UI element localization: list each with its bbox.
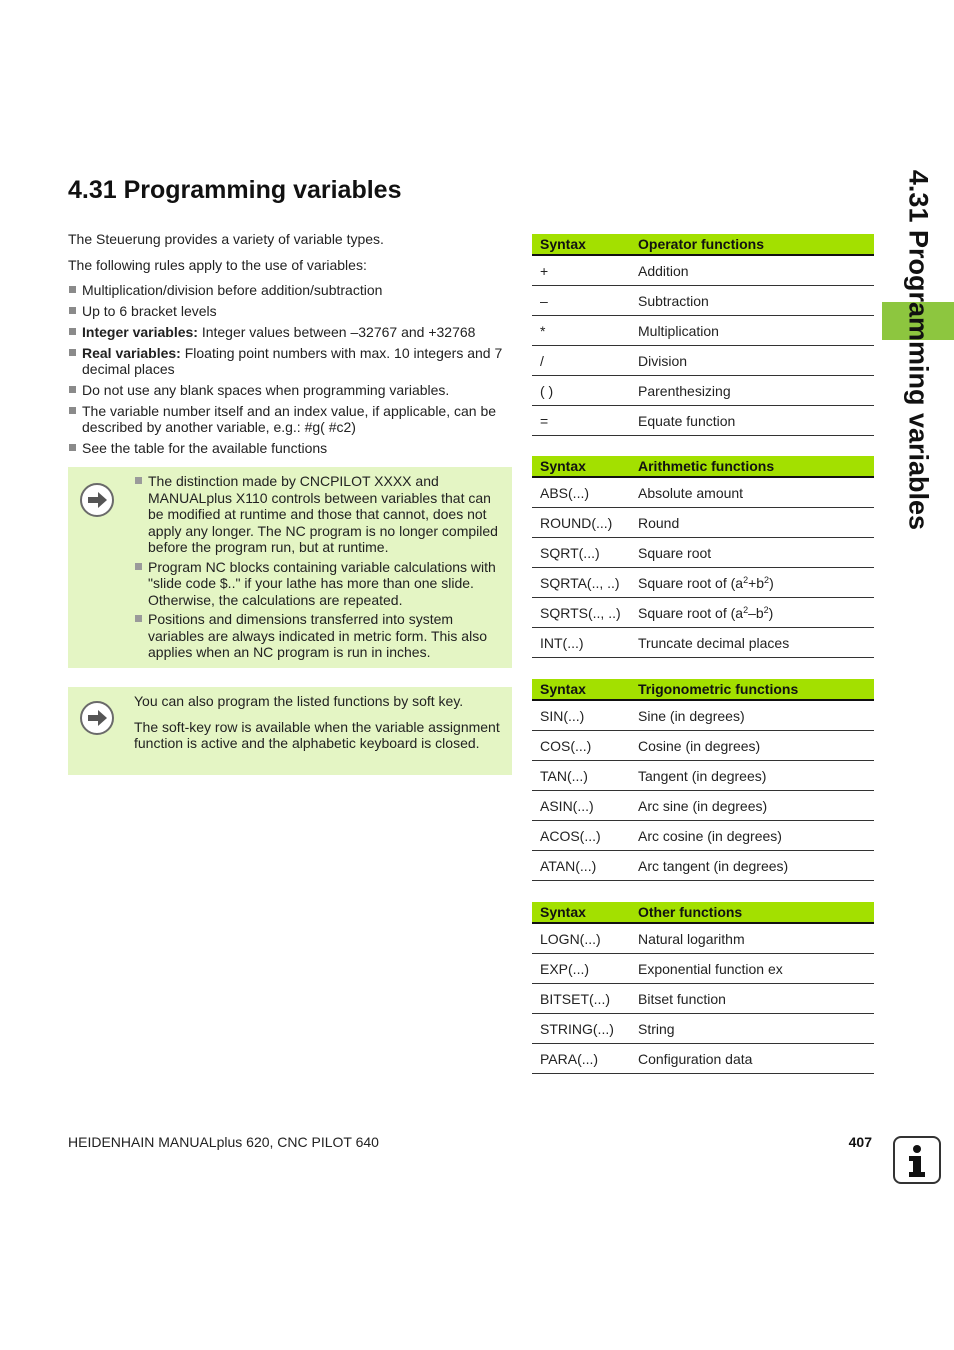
bullet-icon <box>135 477 142 484</box>
note-text: The soft-key row is available when the variable assignment function is active and the alphabetic keyboard is closed. <box>134 719 500 751</box>
table-row: – Subtraction <box>532 286 874 316</box>
table-row: LOGN(...) Natural logarithm <box>532 923 874 954</box>
other-functions-table <box>532 902 874 1074</box>
note-list <box>134 473 500 664</box>
arithmetic-functions-table <box>532 456 874 658</box>
column-header: Syntax <box>532 902 630 923</box>
table-row: ABS(...) Absolute amount <box>532 477 874 508</box>
table-row: = Equate function <box>532 406 874 436</box>
table-row: ( ) Parenthesizing <box>532 376 874 406</box>
table-header <box>532 234 874 255</box>
column-header: Syntax <box>532 234 630 255</box>
table-row: ASIN(...) Arc sine (in degrees) <box>532 791 874 821</box>
page-title: 4.31 Programming variables <box>68 176 402 204</box>
note-text: You can also program the listed functions by soft key. <box>134 693 464 709</box>
table-row: INT(...) Truncate decimal places <box>532 628 874 658</box>
column-header: Syntax <box>532 456 630 477</box>
table-row: + Addition <box>532 255 874 286</box>
table-row: / Division <box>532 346 874 376</box>
bullet-icon <box>69 286 76 293</box>
bullet-icon <box>69 349 76 356</box>
bullet-icon <box>69 307 76 314</box>
list-item: Real variables: Floating point numbers with max. 10 integers and 7 decimal places <box>68 345 518 377</box>
list-item: The variable number itself and an index value, if applicable, can be described by another variable, e.g.: #g( #c2) <box>68 403 518 435</box>
list-item: See the table for the available functions <box>68 440 518 456</box>
bullet-icon <box>69 407 76 414</box>
rules-list <box>68 282 518 461</box>
table-row: ROUND(...) Round <box>532 508 874 538</box>
column-header: Other functions <box>630 902 874 923</box>
table-row: * Multiplication <box>532 316 874 346</box>
bullet-icon <box>135 563 142 570</box>
table-row: EXP(...) Exponential function ex <box>532 954 874 984</box>
rules-intro-text: The following rules apply to the use of variables: <box>68 257 367 273</box>
bullet-icon <box>69 444 76 451</box>
table-row: BITSET(...) Bitset function <box>532 984 874 1014</box>
intro-text: The Steuerung provides a variety of variable types. <box>68 231 384 247</box>
table-row: COS(...) Cosine (in degrees) <box>532 731 874 761</box>
column-header: Trigonometric functions <box>630 679 874 700</box>
table-row: SQRT(...) Square root <box>532 538 874 568</box>
arrow-right-icon <box>80 483 114 517</box>
table-header <box>532 902 874 923</box>
table-row: SQRTA(.., ..) Square root of $(a^2+b^2)$ <box>532 568 874 598</box>
table-header <box>532 456 874 477</box>
list-item: Up to 6 bracket levels <box>68 303 518 319</box>
table-row: PARA(...) Configuration data <box>532 1044 874 1074</box>
table-row: STRING(...) String <box>532 1014 874 1044</box>
table-row: ATAN(...) Arc tangent (in degrees) <box>532 851 874 881</box>
column-header: Arithmetic functions <box>630 456 874 477</box>
column-header: Operator functions <box>630 234 874 255</box>
bullet-icon <box>69 328 76 335</box>
bullet-icon <box>69 386 76 393</box>
list-item: Do not use any blank spaces when programming variables. <box>68 382 518 398</box>
column-header: Syntax <box>532 679 630 700</box>
list-item: The distinction made by CNCPILOT XXXX and MANUALplus X110 controls between variables that can be modified at runtime and those that cannot, does not apply any longer. The NC program is no longer compiled before the program run, but at runtime. <box>134 473 500 556</box>
list-item: Multiplication/division before addition/subtraction <box>68 282 518 298</box>
trigonometric-functions-table <box>532 679 874 881</box>
note-box-softkey <box>68 687 512 775</box>
table-row: TAN(...) Tangent (in degrees) <box>532 761 874 791</box>
table-row: SQRTS(.., ..) Square root of $(a^2-b^2)$ <box>532 598 874 628</box>
table-header <box>532 679 874 700</box>
table-row: ACOS(...) Arc cosine (in degrees) <box>532 821 874 851</box>
footer-text: HEIDENHAIN MANUALplus 620, CNC PILOT 640 <box>68 1134 379 1150</box>
info-icon <box>893 1136 941 1184</box>
list-item: Integer variables: Integer values between –32767 and +32768 <box>68 324 518 340</box>
list-item: Program NC blocks containing variable calculations with "slide code $.." if your lathe has more than one slide. Otherwise, the calculations are repeated. <box>134 559 500 609</box>
arrow-right-icon <box>80 701 114 735</box>
table-row: SIN(...) Sine (in degrees) <box>532 700 874 731</box>
note-box-runtime <box>68 467 512 668</box>
list-item: Positions and dimensions transferred into system variables are always indicated in metric form. This also applies when an NC program is run in inches. <box>134 611 500 661</box>
operator-functions-table <box>532 234 874 436</box>
page-number: 407 <box>848 1134 872 1150</box>
side-chapter-title-text: 4.31 Programming variables <box>903 169 934 531</box>
bullet-icon <box>135 615 142 622</box>
